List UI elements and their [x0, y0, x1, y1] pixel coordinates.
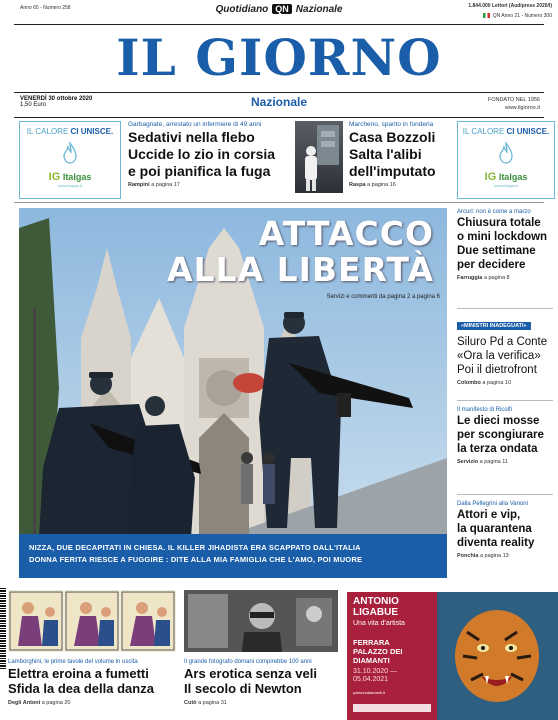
lead-headline: ATTACCO ALLA LIBERTÀ [166, 214, 434, 289]
forensic-photo [295, 121, 343, 193]
issue-date: VENERDÌ 30 ottobre 2020 1,50 Euro [20, 96, 93, 108]
story-credit: Raspa a pagina 16 [349, 182, 396, 188]
comic-panels-illustration [8, 590, 176, 652]
side-story-ricolfi[interactable]: Il manifesto di Ricolfi Le dieci mosse per scongiurare la terza ondata Servizio a pagina 11 [457, 407, 544, 465]
side-story-conte[interactable]: «MINISTRI INADEGUATI» Siluro Pd a Conte «Ora la verifica» Poi il dietrofront Colombo a pagina 10 [457, 323, 548, 386]
ligabue-exhibition-ad[interactable]: ANTONIO LIGABUE Una vita d'artista FERRARA PALAZZO DEI DIAMANTI 31.10.2020 — 05.04.2021 palazzodiamanti.it [347, 592, 558, 720]
sponsor-logos [353, 704, 431, 712]
qn-logo: QN [272, 4, 292, 14]
story-headline: Sedativi nella flebo Uccide lo zio in corsia e poi pianifica la fuga [128, 129, 276, 179]
side-story-reality[interactable]: Dalla Pellegrini alla Vanoni Attori e vip, la quarantena diventa reality Ponchia a pagina 13 [457, 501, 535, 559]
lead-banner[interactable]: NIZZA, DUE DECAPITATI IN CHIESA. IL KILLER JIHADISTA ERA SCAPPATO DALL'ITALIA DONNA FERITA RIESCE A FUGGIRE : DITE ALLA MIA FAMIGLIA CHE L'AMO, POI MUORE [19, 534, 447, 578]
story-bozzoli[interactable] [349, 121, 453, 188]
side-story-lockdown[interactable]: Arcuri: non è come a marzo Chiusura totale o mini lockdown Due settimane per decidere Farruggia a pagina 8 [457, 209, 548, 281]
edition-number: Anno 65 - Numero 258 [20, 5, 71, 11]
tiger-painting [437, 592, 558, 720]
side-separator [457, 494, 553, 495]
barcode [0, 588, 6, 670]
story-lamborghini[interactable]: Lamborghini, le prime tavole del volume in uscita Elettra eroina a fumetti Sfida la dea della danza Degli Antoni a pagina 20 [8, 659, 154, 706]
story-kicker: Marcheno, sparito in fonderia [349, 121, 434, 128]
founded-info: FONDATO NEL 1956 www.ilgiorno.it [487, 97, 540, 111]
story-credit: Rampini a pagina 17 [128, 182, 180, 188]
italgas-logo-icon: IG [48, 171, 61, 183]
side-separator [457, 400, 553, 401]
side-separator [457, 308, 553, 309]
flame-icon [498, 142, 514, 164]
comic-strip [8, 590, 176, 652]
readers-count: 1.844.000 Lettori (Audipress 2020/I) [468, 3, 552, 9]
qn-edition: QN Anno 21 - Numero 300 [483, 13, 552, 20]
italgas-logo-icon: IG [484, 171, 497, 183]
brand-left: Quotidiano [215, 4, 269, 15]
side-pill: «MINISTRI INADEGUATI» [457, 322, 531, 330]
italian-flag-icon [483, 13, 490, 18]
tiger-icon [437, 592, 558, 720]
brand-right: Nazionale [295, 4, 343, 15]
story-photo [295, 121, 343, 193]
edition-section: Nazionale [250, 95, 307, 109]
lead-credit: Servizi e commenti da pagina 2 a pagina 6 [326, 294, 440, 300]
newton-photo [184, 590, 338, 652]
italgas-ad-left[interactable]: IL CALORE CI UNISCE. IG Italgas www.italgas.it [19, 121, 121, 199]
story-headline: Casa Bozzoli Salta l'alibi dell'imputato [349, 129, 436, 179]
top-rule [14, 24, 544, 25]
story-garbagnate[interactable] [128, 121, 288, 188]
italgas-ad-right[interactable]: IL CALORE CI UNISCE. IG Italgas www.italgas.it [457, 121, 555, 199]
story-kicker: Garbagnate, arrestato un infermiere di 49 anni [128, 121, 262, 128]
section-rule [14, 202, 544, 203]
flame-icon [62, 142, 78, 164]
masthead-logo: IL GIORNO [116, 28, 442, 87]
bw-photo-illustration [184, 590, 338, 652]
story-newton[interactable]: Il grande fotografo domani compirebbe 100 anni Ars erotica senza veli Il secolo di Newton Cutò a pagina 31 [184, 659, 317, 706]
